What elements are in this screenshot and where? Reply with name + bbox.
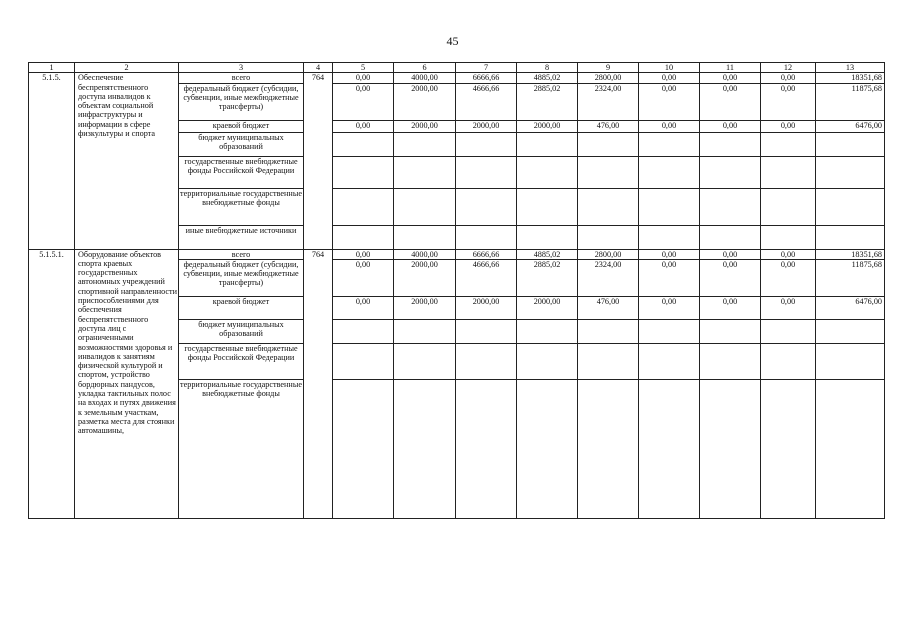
column-header: 8: [517, 63, 578, 73]
column-header: 3: [179, 63, 304, 73]
amount-cell: [517, 225, 578, 249]
amount-cell: 11875,68: [816, 259, 885, 296]
header-row: [29, 63, 885, 73]
budget-table: [28, 62, 885, 519]
amount-cell: [816, 156, 885, 188]
amount-cell: 2800,00: [578, 249, 639, 259]
funding-source: государственные внебюджетные фонды Российской Федерации: [179, 343, 304, 379]
amount-cell: [700, 132, 761, 156]
amount-cell: 0,00: [639, 120, 700, 132]
funding-source: краевой бюджет: [179, 120, 304, 132]
amount-cell: [816, 319, 885, 343]
amount-cell: 4666,66: [456, 83, 517, 120]
amount-cell: [700, 319, 761, 343]
funding-source: федеральный бюджет (субсидии, субвенции, иные межбюджетные трансферты): [179, 259, 304, 296]
amount-cell: 0,00: [700, 120, 761, 132]
amount-cell: [456, 132, 517, 156]
amount-cell: 4666,66: [456, 259, 517, 296]
funding-source: государственные внебюджетные фонды Российской Федерации: [179, 156, 304, 188]
amount-cell: [700, 379, 761, 518]
column-header: 9: [578, 63, 639, 73]
funding-source: федеральный бюджет (субсидии, субвенции, иные межбюджетные трансферты): [179, 83, 304, 120]
amount-cell: [639, 379, 700, 518]
amount-cell: 0,00: [700, 259, 761, 296]
amount-cell: 0,00: [639, 83, 700, 120]
amount-cell: [816, 343, 885, 379]
amount-cell: [394, 188, 456, 225]
amount-cell: [578, 188, 639, 225]
funding-source: иные внебюджетные источники: [179, 225, 304, 249]
column-4-value: 764: [304, 249, 333, 518]
amount-cell: [816, 225, 885, 249]
amount-cell: 0,00: [333, 83, 394, 120]
amount-cell: [333, 188, 394, 225]
amount-cell: 2000,00: [394, 120, 456, 132]
amount-cell: [700, 343, 761, 379]
amount-cell: 0,00: [700, 83, 761, 120]
amount-cell: [761, 156, 816, 188]
funding-source: территориальные государственные внебюджетные фонды: [179, 188, 304, 225]
amount-cell: [761, 132, 816, 156]
amount-cell: 2000,00: [517, 120, 578, 132]
column-header: 11: [700, 63, 761, 73]
amount-cell: 476,00: [578, 296, 639, 319]
amount-cell: [456, 319, 517, 343]
amount-cell: 0,00: [333, 73, 394, 83]
amount-cell: 2000,00: [394, 83, 456, 120]
amount-cell: [578, 379, 639, 518]
column-4-value: 764: [304, 73, 333, 249]
amount-cell: 2000,00: [394, 296, 456, 319]
amount-cell: 2324,00: [578, 83, 639, 120]
amount-cell: [639, 319, 700, 343]
amount-cell: 6476,00: [816, 120, 885, 132]
amount-cell: 0,00: [333, 120, 394, 132]
amount-cell: [578, 319, 639, 343]
amount-cell: 4000,00: [394, 73, 456, 83]
amount-cell: [517, 132, 578, 156]
amount-cell: 2000,00: [394, 259, 456, 296]
page-number: 45: [446, 34, 459, 48]
column-header: 5: [333, 63, 394, 73]
amount-cell: [578, 132, 639, 156]
amount-cell: [761, 379, 816, 518]
amount-cell: [333, 132, 394, 156]
amount-cell: [761, 343, 816, 379]
amount-cell: [456, 156, 517, 188]
funding-source: бюджет муниципальных образований: [179, 319, 304, 343]
column-header: 13: [816, 63, 885, 73]
amount-cell: 0,00: [761, 120, 816, 132]
amount-cell: [333, 343, 394, 379]
amount-cell: 2800,00: [578, 73, 639, 83]
amount-cell: [394, 156, 456, 188]
amount-cell: [456, 379, 517, 518]
amount-cell: 4000,00: [394, 249, 456, 259]
amount-cell: 476,00: [578, 120, 639, 132]
amount-cell: 4885,02: [517, 73, 578, 83]
amount-cell: 6476,00: [816, 296, 885, 319]
column-header: 1: [29, 63, 75, 73]
amount-cell: 6666,66: [456, 73, 517, 83]
amount-cell: 11875,68: [816, 83, 885, 120]
amount-cell: [333, 319, 394, 343]
amount-cell: 0,00: [761, 83, 816, 120]
amount-cell: [761, 225, 816, 249]
column-header: 7: [456, 63, 517, 73]
column-header: 10: [639, 63, 700, 73]
amount-cell: [394, 379, 456, 518]
amount-cell: [639, 132, 700, 156]
funding-source: территориальные государственные внебюджетные фонды: [179, 379, 304, 518]
amount-cell: [517, 188, 578, 225]
amount-cell: 0,00: [761, 259, 816, 296]
amount-cell: [333, 225, 394, 249]
amount-cell: [639, 343, 700, 379]
column-header: 2: [75, 63, 179, 73]
table-row: [29, 249, 885, 259]
amount-cell: 0,00: [761, 296, 816, 319]
amount-cell: [578, 343, 639, 379]
amount-cell: [700, 156, 761, 188]
amount-cell: 2000,00: [456, 120, 517, 132]
funding-source: краевой бюджет: [179, 296, 304, 319]
amount-cell: 0,00: [639, 249, 700, 259]
amount-cell: 4885,02: [517, 249, 578, 259]
amount-cell: [700, 225, 761, 249]
amount-cell: [578, 156, 639, 188]
amount-cell: [761, 188, 816, 225]
amount-cell: [456, 343, 517, 379]
amount-cell: 0,00: [639, 73, 700, 83]
table-row: [29, 73, 885, 83]
amount-cell: [700, 188, 761, 225]
item-name: Обеспечение беспрепятственного доступа инвалидов к объектам социальной инфраструктуры и информации в сфере физкультуры и спорта: [75, 73, 179, 249]
amount-cell: [333, 379, 394, 518]
amount-cell: 0,00: [333, 249, 394, 259]
table-body: [29, 63, 885, 519]
amount-cell: 6666,66: [456, 249, 517, 259]
amount-cell: 2000,00: [456, 296, 517, 319]
item-name: Оборудование объектов спорта краевых государственных автономных учреждений спортивной направленности приспособлениями для обеспечения беспрепятственного доступа лиц с ограниченными возможностями здоровья и инвалидов к занятиям физической культурой и спортом, устройство бордюрных пандусов, укладка тактильных полос на входах и путях движения к земельным участкам, разметка места для стоянки автомашины,: [75, 249, 179, 518]
amount-cell: 0,00: [700, 249, 761, 259]
amount-cell: [639, 188, 700, 225]
amount-cell: [394, 225, 456, 249]
amount-cell: 2000,00: [517, 296, 578, 319]
amount-cell: [517, 343, 578, 379]
amount-cell: 0,00: [761, 249, 816, 259]
amount-cell: [816, 379, 885, 518]
funding-source: всего: [179, 249, 304, 259]
amount-cell: [517, 156, 578, 188]
funding-source: всего: [179, 73, 304, 83]
amount-cell: 0,00: [333, 296, 394, 319]
amount-cell: 0,00: [761, 73, 816, 83]
amount-cell: [816, 132, 885, 156]
amount-cell: [578, 225, 639, 249]
amount-cell: 0,00: [700, 296, 761, 319]
amount-cell: 0,00: [333, 259, 394, 296]
amount-cell: [394, 132, 456, 156]
amount-cell: [517, 319, 578, 343]
amount-cell: [456, 225, 517, 249]
column-header: 12: [761, 63, 816, 73]
amount-cell: 2885,02: [517, 259, 578, 296]
amount-cell: 0,00: [639, 259, 700, 296]
amount-cell: 2885,02: [517, 83, 578, 120]
amount-cell: [517, 379, 578, 518]
amount-cell: 18351,68: [816, 249, 885, 259]
amount-cell: [394, 343, 456, 379]
amount-cell: [639, 156, 700, 188]
funding-source: бюджет муниципальных образований: [179, 132, 304, 156]
amount-cell: 18351,68: [816, 73, 885, 83]
amount-cell: [816, 188, 885, 225]
amount-cell: [761, 319, 816, 343]
amount-cell: [333, 156, 394, 188]
column-header: 4: [304, 63, 333, 73]
amount-cell: 2324,00: [578, 259, 639, 296]
column-header: 6: [394, 63, 456, 73]
amount-cell: [639, 225, 700, 249]
amount-cell: 0,00: [700, 73, 761, 83]
amount-cell: [456, 188, 517, 225]
item-code: 5.1.5.: [29, 73, 75, 249]
item-code: 5.1.5.1.: [29, 249, 75, 518]
amount-cell: 0,00: [639, 296, 700, 319]
amount-cell: [394, 319, 456, 343]
